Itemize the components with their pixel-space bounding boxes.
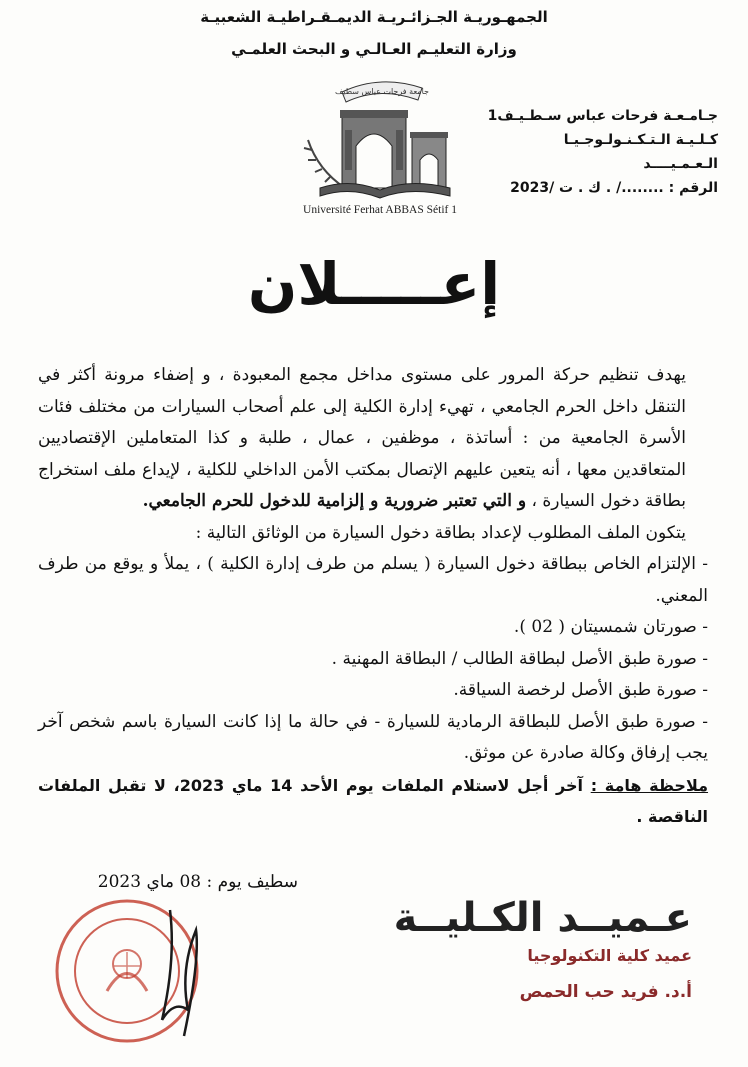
main-paragraph xyxy=(38,360,708,518)
dean-role: عميد كلية التكنولوجيا xyxy=(527,946,692,965)
arch-logo-icon xyxy=(290,70,470,202)
announcement-title: إعـــــلان xyxy=(247,250,501,318)
faculty-block xyxy=(468,104,718,200)
college-name: كـلـيـة الـتـكـنـولـوجـيـا xyxy=(563,132,718,148)
document-item: - صورة طبق الأصل للبطاقة الرمادية للسيارة - في حالة ما إذا كانت السيارة باسم شخص آخر يجب إرفاق وكالة صادرة عن موثق. xyxy=(38,711,708,763)
documents-intro: يتكون الملف المطلوب لإعداد بطاقة دخول السيارة من الوثائق التالية : xyxy=(195,522,686,543)
note-text: آخر أجل لاستلام الملفات يوم الأحد 14 ماي 2023، لا تقبل الملفات الناقصة . xyxy=(38,775,708,826)
ministry-header: وزارة التعليـم العـالـي و البحث العلمـي xyxy=(231,40,517,58)
important-note xyxy=(38,770,708,833)
dean-name: أ.د. فريد حب الحمص xyxy=(519,982,692,1002)
date-line: سطيف يوم : 08 ماي 2023 xyxy=(97,872,298,892)
republic-header: الجمهـوريـة الجـزائـريـة الديمـقـراطيـة الشعبيـة xyxy=(200,8,548,26)
reference-number: الرقم : ......../ . ك . ت /2023 xyxy=(510,180,718,196)
announcement-body xyxy=(38,360,708,833)
university-logo xyxy=(290,70,470,220)
logo-caption: Université Ferhat ABBAS Sétif 1 xyxy=(303,204,457,216)
document-item: - الإلتزام الخاص ببطاقة دخول السيارة ( يسلم من طرف إدارة الكلية ) ، يملأ و يوقع من طرف المعني. xyxy=(38,554,708,606)
university-name: جـامـعـة فرحات عباس سـطـيـف1 xyxy=(487,108,718,124)
dean-signature xyxy=(140,900,220,1040)
main-paragraph-text: يهدف تنظيم حركة المرور على مستوى مداخل مجمع المعبودة ، و إضفاء مرونة أكثر في التنقل داخل الحرم الجامعي ، تهيء إدارة الكلية إلى علم أصحاب السيارات من مختلف فئات الأسرة الجامعية من : أساتذة ، موظفين ، عمال ، طلبة و كذا المتعاملين الإقتصاديين المتعاقدين معها ، أنه يتعين عليهم الإتصال بمكتب الأمن الداخلي للكلية ، لإيداع ملف استخراج بطاقة دخول السيارة ، xyxy=(38,365,686,511)
document-item: - صورتان شمسيتان ( 02 ). xyxy=(513,617,708,637)
main-paragraph-bold: و التي تعتبر ضرورية و إلزامية للدخول للحرم الجامعي. xyxy=(142,491,527,511)
note-label: ملاحظة هامة : xyxy=(590,775,709,795)
document-item: - صورة طبق الأصل لرخصة السياقة. xyxy=(453,680,708,700)
signature-icon xyxy=(140,900,220,1040)
dean-office: الـعـمـيــــد xyxy=(643,156,718,172)
dean-title: عـميــد الكـليــة xyxy=(393,895,692,941)
logo-banner-text: جامعة فرحات عباس سطيف xyxy=(335,87,429,96)
document-item: - صورة طبق الأصل لبطاقة الطالب / البطاقة المهنية . xyxy=(331,648,708,669)
